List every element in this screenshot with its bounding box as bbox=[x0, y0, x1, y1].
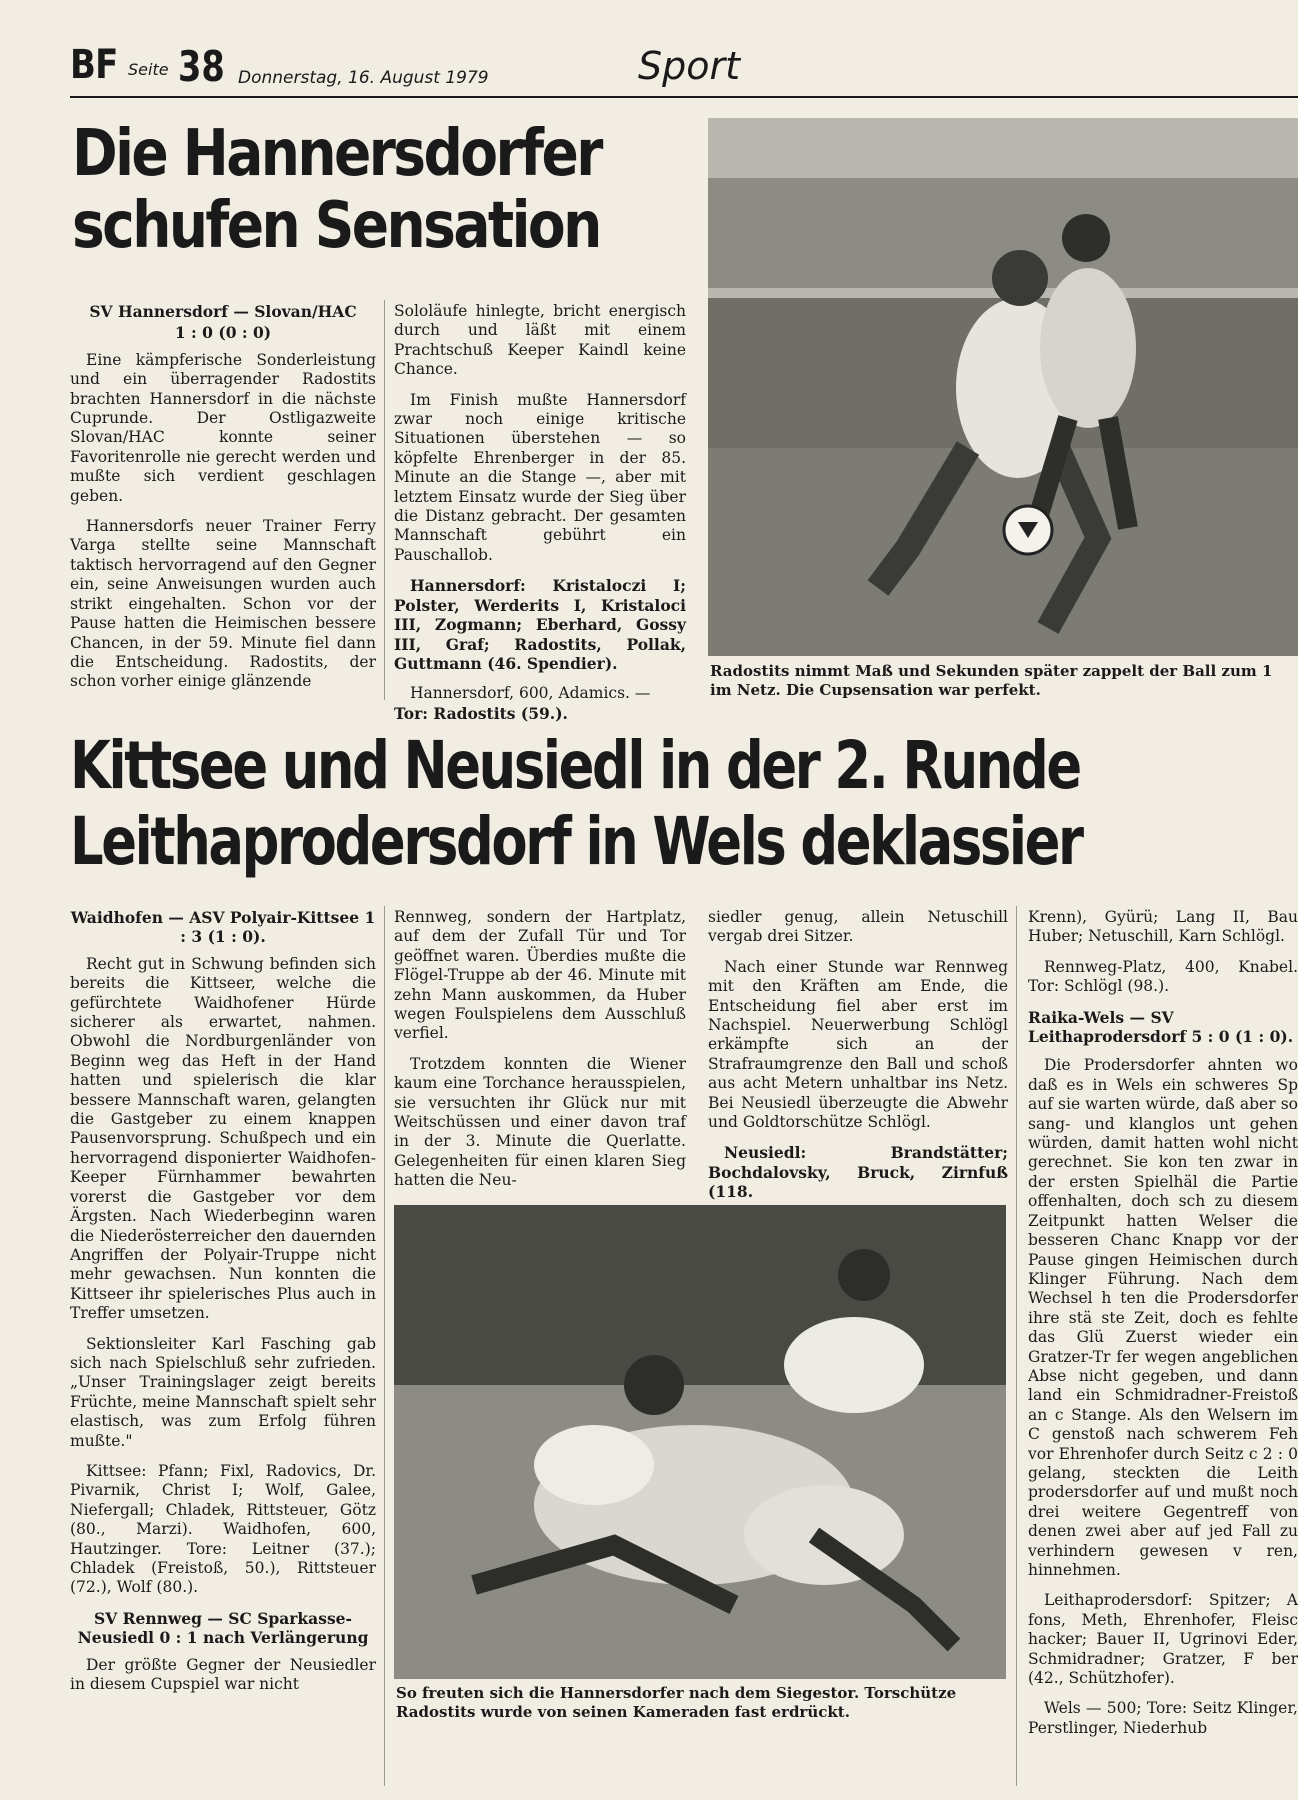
match-title: Waidhofen — ASV Polyair-Kittsee 1 : 3 (1 : 0). bbox=[70, 908, 376, 947]
attendance-referee: Hannersdorf, 600, Adamics. — bbox=[410, 684, 651, 703]
column-divider bbox=[1016, 906, 1017, 1786]
masthead-rule bbox=[70, 96, 1298, 98]
article-paragraph: Die Prodersdorfer ahnten wo daß es in Wels ein schweres Sp auf sie warten würde, daß aber so sang- und klanglos unt gehen würden, damit hatten wohl nicht gerechnet. Sie kon ten zwar in der ersten Spielhäl die Partie offenhalten, doch sch zu diesem Zeitpunkt hatten Welser die besseren Chanc Knapp vor der Pause gingen Heimischen durch Klinger Führung. Nach dem Wechsel h ten die Prodersdorfer ihre stä ste Zeit, doch es fehlte das Glü Zuerst wieder ein Gratzer-Tr fer wegen angeblichen Abse nicht gegeben, und dann land ein Schmidradner-Freistoß an c Stange. Als den Welsern im C genstoß nach schwerem Feh vor Ehrenhofer durch Seitz c 2 : 0 gelang, steckten die Leith prodersdorfer auf und mußt noch drei weitere Gegentreff von denen zwei aber auf jed Fall zu verhindern gewesen v ren, hinnehmen. bbox=[1028, 1056, 1298, 1579]
section-title: Sport bbox=[638, 44, 741, 88]
article-paragraph: Rennweg, sondern der Hartplatz, auf dem der Zufall Tür und Tor geöffnet waren. Überdies mußte die Flögel-Truppe ab der 46. Minute mit zehn Mann auskommen, da Huber wegen Foulspielens dem Ausschluß verfiel. bbox=[394, 908, 686, 1043]
goal-scorer: Tor: Radostits (59.). bbox=[394, 703, 568, 723]
lineup: Kittsee: Pfann; Fixl, Radovics, Dr. Pivarnik, Christ I; Wolf, Galee, Niefergall; Chladek, Rittsteuer, Götz (80., Marzi). Waidhofen, 600, Hautzinger. Tore: Leitner (37.); Chladek (Freistoß, 50.), Rittsteuer (72.), Wolf (80.). bbox=[70, 1461, 376, 1597]
article2-column-4 bbox=[1028, 908, 1298, 1788]
article-paragraph: Der größte Gegner der Neusiedler in diesem Cupspiel war nicht bbox=[70, 1655, 376, 1694]
article-paragraph: Hannersdorfs neuer Trainer Ferry Varga stellte seine Mannschaft taktisch hervorragend auf den Gegner ein, seine Anweisungen wurden auch strikt eingehalten. Schon vor der Pause hatten die Heimischen bessere Chancen, in der 59. Minute fiel dann die Entscheidung. Radostits, der schon vorher einige glänzende bbox=[70, 517, 376, 691]
football-action-photo bbox=[708, 118, 1298, 656]
article-paragraph: Sololäufe hinlegte, bricht energisch durch und läßt mit einem Prachtschuß Keeper Kaindl keine Chance. bbox=[394, 302, 686, 379]
lineup: Neusiedl: Brandstätter; Bochdalovsky, Bruck, Zirnfuß (118. bbox=[708, 1143, 1008, 1202]
match-title: SV Hannersdorf — Slovan/HAC bbox=[89, 302, 357, 321]
photo-caption: Radostits nimmt Maß und Sekunden später zappelt der Ball zum 1 im Netz. Die Cupsensation war perfekt. bbox=[710, 662, 1273, 699]
article-paragraph: Nach einer Stunde war Rennweg mit den Kräften am Ende, die Entscheidung fiel aber erst im Nachspiel. Neuerwerbung Schlögl erkämpfte sich an der Strafraumgrenze den Ball und schoß aus acht Metern unhaltbar ins Netz. Bei Neusiedl überzeugte die Abwehr und Goldtorschütze Schlögl. bbox=[708, 957, 1008, 1132]
photo-illustration bbox=[708, 118, 1298, 656]
celebration-photo bbox=[394, 1205, 1006, 1679]
article1-headline bbox=[72, 118, 622, 262]
article2-headline-line1: Kittsee und Neusiedl in der 2. Runde bbox=[70, 727, 1080, 804]
article1-headline-line1: Die Hannersdorfer bbox=[72, 117, 601, 191]
article-paragraph: Eine kämpferische Sonderleistung und ein überragender Radostits brachten Hannersdorf in die nächste Cuprunde. Der Ostligazweite Slovan/HAC konnte seiner Favoritenrolle nie gerecht werden und mußte sich verdient geschlagen geben. bbox=[70, 350, 376, 505]
article2-headline bbox=[70, 728, 1190, 880]
article2-headline-line2: Leithaprodersdorf in Wels deklassier bbox=[70, 803, 1082, 880]
article2-column-1 bbox=[70, 908, 376, 1705]
issue-date: Donnerstag, 16. August 1979 bbox=[238, 68, 489, 88]
article-paragraph: Trotzdem konnten die Wiener kaum eine Torchance herausspielen, sie versuchten ihr Glück nur mit Weitschüssen und einer davon traf in der 3. Minute die Querlatte. Gelegenheiten für einen klaren Sieg hatten die Neu- bbox=[394, 1054, 686, 1190]
match-title: Raika-Wels — SV Leithaprodersdorf 5 : 0 (1 : 0). bbox=[1028, 1007, 1294, 1047]
match-title: SV Rennweg — SC Sparkasse-Neusiedl 0 : 1 nach Verlängerung bbox=[77, 1608, 369, 1648]
article1-headline-line2: schufen Sensation bbox=[72, 189, 600, 263]
article2-column-2 bbox=[394, 908, 686, 1202]
article-paragraph: Im Finish mußte Hannersdorf zwar noch einige kritische Situationen überstehen — so köpfelte Ehrenberger in der 85. Minute an die Stange —, aber mit letztem Einsatz wurde der Sieg über die Distanz gebracht. Der gesamten Mannschaft gebührt ein Pauschallob. bbox=[394, 390, 686, 564]
article1-column-2 bbox=[394, 302, 686, 734]
lineup: Hannersdorf: Kristaloczi I; Polster, Werderits I, Kristaloci III, Zogmann; Eberhard, Gossy III, Graf; Radostits, Pollak, Guttmann (46. Spendier). bbox=[394, 576, 686, 673]
page-number: 38 bbox=[178, 42, 225, 91]
article-paragraph: siedler genug, allein Netuschill vergab drei Sitzer. bbox=[708, 908, 1008, 946]
match-score: 1 : 0 (0 : 0) bbox=[174, 323, 272, 343]
photo-caption: So freuten sich die Hannersdorfer nach dem Siegestor. Torschütze Radostits wurde von seinen Kameraden fast erdrückt. bbox=[396, 1684, 957, 1721]
newspaper-logo: BF bbox=[70, 42, 118, 88]
article2-column-3 bbox=[708, 908, 1008, 1213]
article1-column-1 bbox=[70, 302, 376, 703]
column-divider bbox=[384, 906, 385, 1786]
attendance-referee: Wels — 500; Tore: Seitz Klinger, Perstlinger, Niederhub bbox=[1028, 1699, 1298, 1737]
column-divider bbox=[384, 300, 385, 700]
photo-illustration bbox=[394, 1205, 1006, 1679]
lineup: Krenn), Gyürü; Lang II, Bau Huber; Netuschill, Karn Schlögl. bbox=[1028, 908, 1298, 946]
article-paragraph: Recht gut in Schwung befinden sich bereits die Kittseer, welche die gefürchtete Waidhofener Hürde sicherer als erwartet, nahmen. Obwohl die Nordburgenländer von Beginn weg das Heft in der Hand hatten und spielerisch die klar bessere Mannschaft waren, gelangten die Gastgeber zu einem knappen Pausenvorsprung. Schußpech und ein hervorragend disponierter Waidhofen-Keeper Fürnhammer bewahrten vorerst die Gastgeber vor dem Ärgsten. Nach Wiederbeginn waren die Niederösterreicher den dauernden Angriffen der Polyair-Truppe nicht mehr gewachsen. Nun konnten die Kittseer ihr spielerisches Plus auch in Treffer umsetzen. bbox=[70, 954, 376, 1323]
attendance-referee: Rennweg-Platz, 400, Knabel. Tor: Schlögl (98.). bbox=[1028, 957, 1298, 996]
page-label: Seite bbox=[128, 60, 169, 79]
lineup: Leithaprodersdorf: Spitzer; A fons, Meth, Ehrenhofer, Fleisc hacker; Bauer II, Ugrinovi Eder, Schmidradner; Gratzer, F ber (42., Schützhofer). bbox=[1028, 1591, 1298, 1688]
article-paragraph: Sektionsleiter Karl Fasching gab sich nach Spielschluß sehr zufrieden. „Unser Trainingslager zeigt bereits Früchte, meine Mannschaft spielt sehr elastisch, was zum Erfolg führen mußte." bbox=[70, 1334, 376, 1450]
